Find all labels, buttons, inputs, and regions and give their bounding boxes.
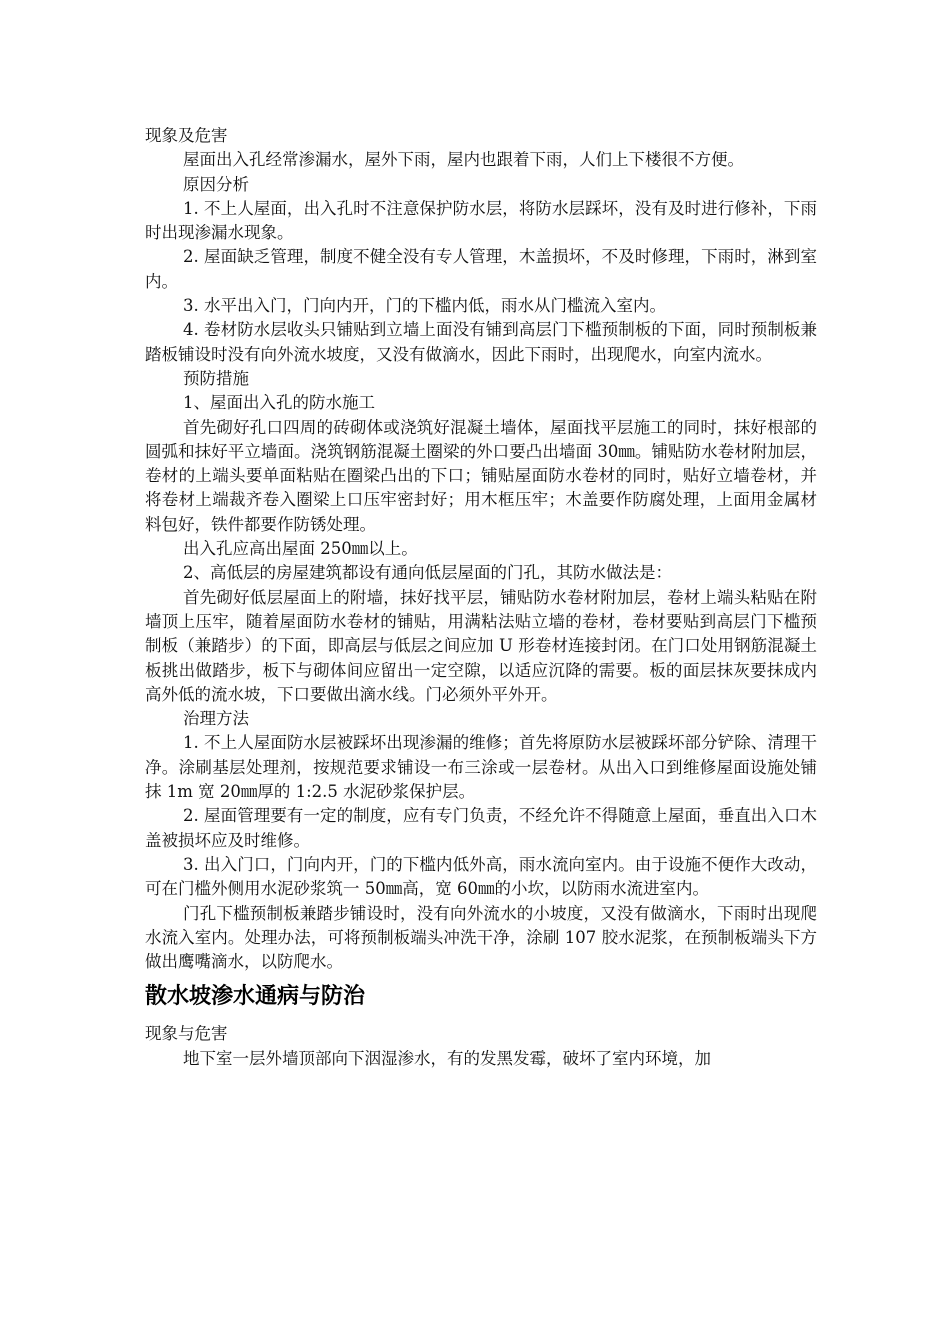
paragraph: 2. 屋面管理要有一定的制度，应有专门负责，不经允许不得随意上屋面，垂直出入口木盖被损坏应及时维修。 xyxy=(145,806,817,850)
paragraph: 首先砌好低层屋面上的附墙，抹好找平层，铺贴防水卷材附加层，卷材上端头粘贴在附墙顶上压牢，随着屋面防水卷材的铺贴，用满粘法贴立墙的卷材，卷材要贴到高层门下槛预制板（兼踏步）的下面，即高层与低层之间应加 U 形卷材连接封闭。在门口处用钢筋混凝土板挑出做踏步，板下与砌体间应留出一定空隙，以适应沉降的需要。板的面层抹灰要抹成内高外低的流水坡，下口要做出滴水线。门必须外平外开。 xyxy=(145,587,817,704)
paragraph: 3. 水平出入门，门向内开，门的下槛内低，雨水从门槛流入室内。 xyxy=(183,296,666,316)
paragraph: 2. 屋面缺乏管理，制度不健全没有专人管理，木盖损坏，不及时修理，下雨时，淋到室内。 xyxy=(145,247,817,291)
paragraph: 4. 卷材防水层收头只铺贴到立墙上面没有铺到高层门下槛预制板的下面，同时预制板兼踏板铺设时没有向外流水坡度，又没有做滴水，因此下雨时，出现爬水，向室内流水。 xyxy=(145,320,817,364)
paragraph: 首先砌好孔口四周的砖砌体或浇筑好混凝土墙体，屋面找平层施工的同时，抹好根部的圆弧和抹好平立墙面。浇筑钢筋混凝土圈梁的外口要凸出墙面 30㎜。铺贴防水卷材附加层，卷材的上端头要单面粘贴在圈梁凸出的下口；铺贴屋面防水卷材的同时，贴好立墙卷材，并将卷材上端裁齐卷入圈梁上口压牢密封好；用木框压牢；木盖要作防腐处理，上面用金属材料包好，铁件都要作防锈处理。 xyxy=(145,417,817,534)
subheading-item: 2、高低层的房屋建筑都设有通向低层屋面的门孔，其防水做法是： xyxy=(183,563,672,583)
paragraph: 屋面出入孔经常渗漏水，屋外下雨，屋内也跟着下雨，人们上下楼很不方便。 xyxy=(183,150,744,170)
paragraph: 地下室一层外墙顶部向下洇湿渗水，有的发黑发霉，破坏了室内环境，加 xyxy=(183,1048,711,1068)
paragraph: 1. 不上人屋面防水层被踩坏出现渗漏的维修；首先将原防水层被踩坏部分铲除、清理干净。涂刷基层处理剂，按规范要求铺设一布三涂或一层卷材。从出入口到维修屋面设施处铺抹 1m 宽 20㎜厚的 1:2.5 水泥砂浆保护层。 xyxy=(145,733,817,802)
paragraph: 3. 出入门口，门向内开，门的下槛内低外高，雨水流向室内。由于设施不便作大改动，可在门槛外侧用水泥砂浆筑一 50㎜高，宽 60㎜的小坎，以防雨水流进室内。 xyxy=(145,854,817,899)
subheading-prevention: 预防措施 xyxy=(183,368,249,388)
section-1 xyxy=(145,124,817,974)
heading-symptoms: 现象及危害 xyxy=(145,126,228,145)
subheading-item: 1、屋面出入孔的防水施工 xyxy=(183,393,375,413)
subheading-treatment: 治理方法 xyxy=(183,709,249,729)
section-2-heading: 散水坡渗水通病与防治 xyxy=(145,984,366,1010)
paragraph: 1. 不上人屋面，出入孔时不注意保护防水层，将防水层踩坏，没有及时进行修补，下雨时出现渗漏水现象。 xyxy=(145,198,817,243)
subheading-cause-analysis: 原因分析 xyxy=(183,174,249,194)
document-page xyxy=(145,124,817,1071)
section-2 xyxy=(145,1022,817,1071)
paragraph: 门孔下槛预制板兼踏步铺设时，没有向外流水的小坡度，又没有做滴水，下雨时出现爬水流入室内。处理办法，可将预制板端头冲洗干净，涂刷 107 胶水泥浆，在预制板端头下方做出鹰嘴滴水，以防爬水。 xyxy=(145,903,817,972)
heading-symptoms: 现象与危害 xyxy=(145,1024,228,1044)
paragraph: 出入孔应高出屋面 250㎜以上。 xyxy=(183,539,418,559)
